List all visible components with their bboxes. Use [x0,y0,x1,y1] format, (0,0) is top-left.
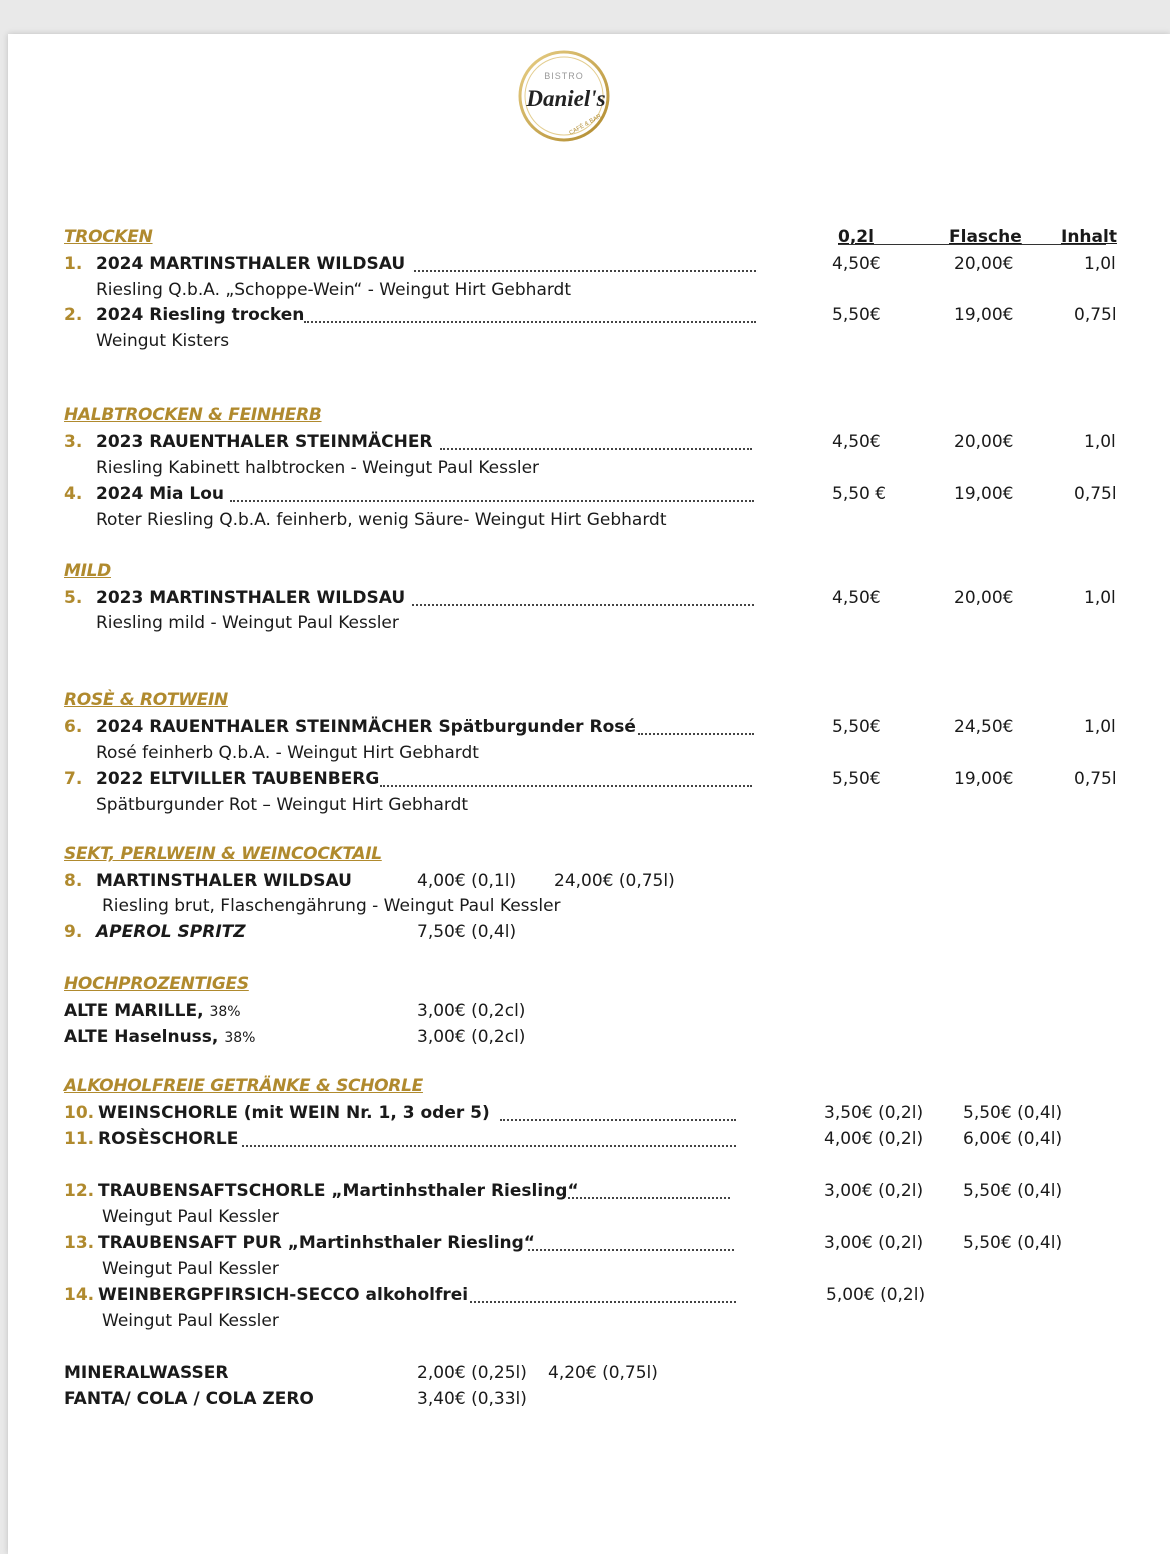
drink-name: APEROL SPRITZ [96,922,246,942]
drink-price-large: 6,00€ (0,4l) [963,1129,1063,1149]
wine-price-glass: 5,50 € [832,484,887,504]
bistro-daniels-logo [514,46,624,146]
drink-price: 7,50€ (0,4l) [417,922,517,942]
leader-dots [440,448,752,450]
wine-price-bottle: 19,00€ [954,305,1014,325]
wine-name: 2024 RAUENTHALER STEINMÄCHER Spätburgunder Rosé [96,717,636,737]
drink-name: FANTA/ COLA / COLA ZERO [64,1389,314,1409]
wine-price-glass: 5,50€ [832,769,881,789]
spirit-label: ALTE MARILLE, [64,1001,204,1021]
drink-name: MINERALWASSER [64,1363,229,1383]
wine-volume: 0,75l [1074,484,1117,504]
spirit-abv: 38% [209,1004,241,1020]
drink-price-bottle: 24,00€ (0,75l) [554,871,675,891]
drink-name: WEINBERGPFIRSICH-SECCO alkoholfrei [98,1285,469,1305]
wine-name: 2023 RAUENTHALER STEINMÄCHER [96,432,433,452]
column-header-glass: 0,2l [838,227,874,247]
leader-dots [380,785,752,787]
drink-number: 8. [64,871,83,891]
drink-price-large: 5,50€ (0,4l) [963,1181,1063,1201]
wine-number: 3. [64,432,83,452]
drink-name: MARTINSTHALER WILDSAU [96,871,352,891]
wine-number: 4. [64,484,83,504]
wine-volume: 1,0l [1084,717,1116,737]
section-hochprozentiges: HOCHPROZENTIGES [64,974,249,994]
wine-volume: 1,0l [1084,254,1116,274]
wine-description: Roter Riesling Q.b.A. feinherb, wenig Säure- Weingut Hirt Gebhardt [96,510,667,530]
drink-number: 9. [64,922,83,942]
wine-volume: 0,75l [1074,305,1117,325]
wine-description: Spätburgunder Rot – Weingut Hirt Gebhardt [96,795,469,815]
drink-number: 10. [64,1103,95,1123]
drink-description: Weingut Paul Kessler [102,1311,279,1331]
leader-dots [500,1119,736,1121]
drink-number: 14. [64,1285,95,1305]
drink-price-small: 3,00€ (0,2l) [824,1233,924,1253]
drink-description: Weingut Paul Kessler [102,1259,279,1279]
wine-price-glass: 4,50€ [832,254,881,274]
drink-number: 13. [64,1233,95,1253]
wine-description: Weingut Kisters [96,331,230,351]
drink-price-large: 4,20€ (0,75l) [548,1363,658,1383]
drink-price-small: 3,50€ (0,2l) [824,1103,924,1123]
wine-price-glass: 4,50€ [832,588,881,608]
column-header-bottle: Flasche [949,227,1022,247]
section-rose-rotwein: ROSÈ & ROTWEIN [64,690,228,710]
drink-price-small: 2,00€ (0,25l) [417,1363,527,1383]
leader-dots [470,1301,736,1303]
logo-bistro-text: BISTRO [544,71,584,81]
logo-name-text: Daniel's [526,86,606,111]
wine-number: 5. [64,588,83,608]
leader-dots [242,1145,736,1147]
spirit-name [64,1027,255,1047]
wine-name: 2024 MARTINSTHALER WILDSAU [96,254,406,274]
wine-number: 2. [64,305,83,325]
leader-dots [638,733,754,735]
leader-dots [230,500,754,502]
wine-price-glass: 5,50€ [832,717,881,737]
wine-description: Riesling Q.b.A. „Schoppe-Wein“ - Weingut Hirt Gebhardt [96,280,572,300]
column-header-rule [838,244,1106,245]
logo-cafe-text: CAFÉ & BAR [568,113,603,137]
wine-price-bottle: 20,00€ [954,254,1014,274]
drink-price: 3,40€ (0,33l) [417,1389,527,1409]
wine-number: 6. [64,717,83,737]
drink-name: TRAUBENSAFTSCHORLE „Martinhsthaler Riesling“ [98,1181,579,1201]
section-alkoholfrei: ALKOHOLFREIE GETRÄNKE & SCHORLE [64,1076,423,1096]
wine-price-bottle: 19,00€ [954,769,1014,789]
drink-description: Weingut Paul Kessler [102,1207,279,1227]
drink-name: WEINSCHORLE (mit WEIN Nr. 1, 3 oder 5) [98,1103,490,1123]
spirit-label: ALTE Haselnuss, [64,1027,219,1047]
drink-name: ROSÈSCHORLE [98,1129,239,1149]
spirit-name [64,1001,241,1021]
leader-dots [412,604,754,606]
wine-price-bottle: 20,00€ [954,432,1014,452]
wine-price-bottle: 24,50€ [954,717,1014,737]
wine-name: 2024 Mia Lou [96,484,224,504]
wine-description: Riesling Kabinett halbtrocken - Weingut Paul Kessler [96,458,540,478]
wine-volume: 0,75l [1074,769,1117,789]
wine-volume: 1,0l [1084,432,1116,452]
drink-price-large: 5,50€ (0,4l) [963,1233,1063,1253]
drink-price-small: 4,00€ (0,1l) [417,871,517,891]
wine-number: 1. [64,254,83,274]
leader-dots [304,321,756,323]
drink-price-small: 3,00€ (0,2l) [824,1181,924,1201]
drink-name: TRAUBENSAFT PUR „Martinhsthaler Riesling“ [98,1233,535,1253]
spirit-abv: 38% [224,1030,256,1046]
spirit-price: 3,00€ (0,2cl) [417,1001,526,1021]
wine-price-glass: 5,50€ [832,305,881,325]
wine-name: 2024 Riesling trocken [96,305,305,325]
drink-price-small: 5,00€ (0,2l) [826,1285,926,1305]
leader-dots [568,1197,730,1199]
section-halbtrocken: HALBTROCKEN & FEINHERB [64,405,322,425]
wine-number: 7. [64,769,83,789]
drink-price-large: 5,50€ (0,4l) [963,1103,1063,1123]
menu-page [8,34,1170,1554]
wine-volume: 1,0l [1084,588,1116,608]
drink-description: Riesling brut, Flaschengährung - Weingut Paul Kessler [102,896,561,916]
wine-name: 2022 ELTVILLER TAUBENBERG [96,769,380,789]
wine-description: Riesling mild - Weingut Paul Kessler [96,613,399,633]
wine-description: Rosé feinherb Q.b.A. - Weingut Hirt Gebhardt [96,743,479,763]
section-mild: MILD [64,561,111,581]
drink-price-small: 4,00€ (0,2l) [824,1129,924,1149]
wine-price-bottle: 20,00€ [954,588,1014,608]
wine-price-bottle: 19,00€ [954,484,1014,504]
section-sekt: SEKT, PERLWEIN & WEINCOCKTAIL [64,844,382,864]
spirit-price: 3,00€ (0,2cl) [417,1027,526,1047]
leader-dots [414,270,756,272]
wine-name: 2023 MARTINSTHALER WILDSAU [96,588,406,608]
column-header-volume: Inhalt [1061,227,1117,247]
drink-number: 11. [64,1129,95,1149]
drink-number: 12. [64,1181,95,1201]
wine-price-glass: 4,50€ [832,432,881,452]
leader-dots [528,1249,734,1251]
section-trocken: TROCKEN [64,227,153,247]
